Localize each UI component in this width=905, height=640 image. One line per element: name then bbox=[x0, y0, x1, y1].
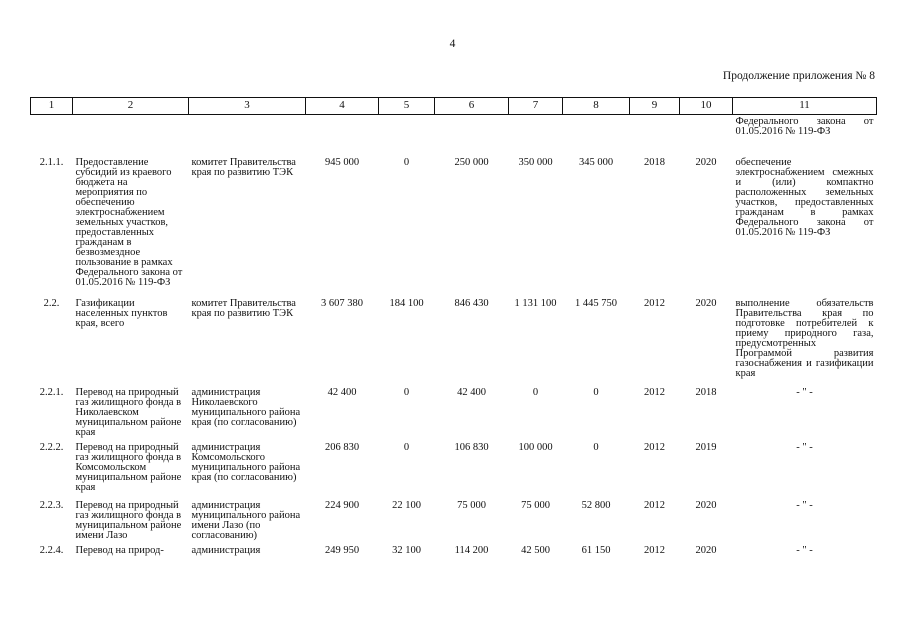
measure-name: Перевод на природный газ жилищного фонда в муниципальном районе имени Лазо bbox=[75, 500, 182, 541]
end-year: 2018 bbox=[695, 387, 717, 398]
continued-result-text: Федерального закона от 01.05.2016 № 119-ФЗ bbox=[735, 116, 874, 137]
executor: администрация муниципального района имени Лазо (по согласованию) bbox=[191, 500, 301, 541]
measure-name: Предоставление субсидий из краевого бюджета на мероприятия по обеспечению электроснабжением земельных участков, предоставленных гражданам в безвозмездное пользование в рамках Федерального закона от 01.05.2016 № 119-ФЗ bbox=[75, 157, 183, 288]
amount-col8: 0 bbox=[593, 442, 599, 453]
table-row bbox=[31, 541, 877, 556]
column-header: 7 bbox=[509, 98, 563, 115]
column-header: 9 bbox=[630, 98, 680, 115]
start-year: 2018 bbox=[644, 157, 665, 168]
end-year: 2020 bbox=[695, 157, 717, 168]
total-amount: 42 400 bbox=[327, 387, 357, 398]
row-number: 2.2. bbox=[43, 298, 60, 309]
expected-result: обеспечение электроснабжением смежных и (или) компактно расположенных земельных участков, предоставленных гражданам в рамках Федерального закона от 01.05.2016 № 119-ФЗ bbox=[735, 157, 874, 238]
start-year: 2012 bbox=[644, 442, 665, 453]
row-number: 2.2.3. bbox=[39, 500, 64, 511]
continuation-row bbox=[31, 115, 877, 138]
column-header: 8 bbox=[563, 98, 630, 115]
amount-col5: 22 100 bbox=[392, 500, 421, 511]
row-number: 2.2.4. bbox=[39, 545, 64, 556]
expected-result: выполнение обязательств Правительства края по подготовке потребителей к приему природного газа, предусмотренных Программой развития газоснабжения и газификации края bbox=[735, 298, 874, 379]
measure-name: Перевод на природный газ жилищного фонда в Николаевском муниципальном районе края bbox=[75, 387, 182, 438]
page-number: 4 bbox=[449, 38, 456, 50]
amount-col7: 75 000 bbox=[521, 500, 550, 511]
column-header: 10 bbox=[680, 98, 733, 115]
executor: комитет Правительства края по развитию ТЭК bbox=[191, 157, 296, 178]
start-year: 2012 bbox=[644, 298, 665, 309]
table-row bbox=[31, 288, 877, 379]
executor: администрация Комсомольского муниципального района края (по согласованию) bbox=[191, 442, 301, 483]
table-row bbox=[31, 379, 877, 438]
end-year: 2020 bbox=[695, 500, 717, 511]
total-amount: 224 900 bbox=[324, 500, 360, 511]
executor: администрация Николаевского муниципального района края (по согласованию) bbox=[191, 387, 301, 428]
amount-col5: 184 100 bbox=[389, 298, 424, 309]
amount-col7: 350 000 bbox=[518, 157, 553, 168]
amount-col7: 42 500 bbox=[521, 545, 550, 556]
table-row bbox=[31, 438, 877, 493]
total-amount: 945 000 bbox=[324, 157, 360, 168]
amount-col8: 345 000 bbox=[578, 157, 614, 168]
amount-col6: 75 000 bbox=[457, 500, 486, 511]
measure-name: Перевод на природ- bbox=[75, 545, 164, 556]
amount-col5: 32 100 bbox=[392, 545, 421, 556]
column-header: 3 bbox=[189, 98, 306, 115]
program-measures-table bbox=[30, 97, 877, 556]
column-header: 4 bbox=[306, 98, 379, 115]
end-year: 2019 bbox=[695, 442, 717, 453]
row-number: 2.2.1. bbox=[39, 387, 64, 398]
total-amount: 249 950 bbox=[324, 545, 360, 556]
column-header: 11 bbox=[733, 98, 877, 115]
measure-name: Газификации населенных пунктов края, всего bbox=[75, 298, 168, 329]
amount-col6: 106 830 bbox=[454, 442, 489, 453]
table-row bbox=[31, 493, 877, 541]
amount-col5: 0 bbox=[403, 442, 410, 453]
column-header: 6 bbox=[435, 98, 509, 115]
amount-col5: 0 bbox=[403, 157, 410, 168]
executor: администрация bbox=[191, 545, 261, 556]
expected-result: - " - bbox=[796, 500, 813, 511]
appendix-continuation-note: Продолжение приложения № 8 bbox=[722, 70, 875, 82]
amount-col7: 1 131 100 bbox=[514, 298, 557, 309]
end-year: 2020 bbox=[695, 298, 717, 309]
amount-col7: 100 000 bbox=[518, 442, 553, 453]
total-amount: 206 830 bbox=[324, 442, 360, 453]
amount-col5: 0 bbox=[403, 387, 410, 398]
amount-col8: 1 445 750 bbox=[575, 298, 617, 309]
amount-col7: 0 bbox=[532, 387, 539, 398]
end-year: 2020 bbox=[695, 545, 717, 556]
start-year: 2012 bbox=[644, 500, 665, 511]
column-header: 2 bbox=[73, 98, 189, 115]
measure-name: Перевод на природный газ жилищного фонда в Комсомольском муниципальном районе края bbox=[75, 442, 182, 493]
executor: комитет Правительства края по развитию ТЭК bbox=[191, 298, 296, 319]
table-row bbox=[31, 137, 877, 288]
column-header: 1 bbox=[31, 98, 73, 115]
amount-col6: 250 000 bbox=[454, 157, 489, 168]
column-header: 5 bbox=[379, 98, 435, 115]
start-year: 2012 bbox=[644, 387, 665, 398]
amount-col8: 61 150 bbox=[581, 545, 611, 556]
expected-result: - " - bbox=[796, 442, 813, 453]
amount-col6: 42 400 bbox=[457, 387, 486, 398]
start-year: 2012 bbox=[644, 545, 665, 556]
row-number: 2.2.2. bbox=[39, 442, 64, 453]
table-header-row bbox=[31, 98, 877, 115]
expected-result: - " - bbox=[796, 545, 813, 556]
total-amount: 3 607 380 bbox=[321, 298, 363, 309]
amount-col8: 0 bbox=[593, 387, 599, 398]
amount-col6: 846 430 bbox=[454, 298, 489, 309]
expected-result: - " - bbox=[796, 387, 813, 398]
amount-col6: 114 200 bbox=[454, 545, 489, 556]
row-number: 2.1.1. bbox=[39, 157, 64, 168]
amount-col8: 52 800 bbox=[581, 500, 611, 511]
